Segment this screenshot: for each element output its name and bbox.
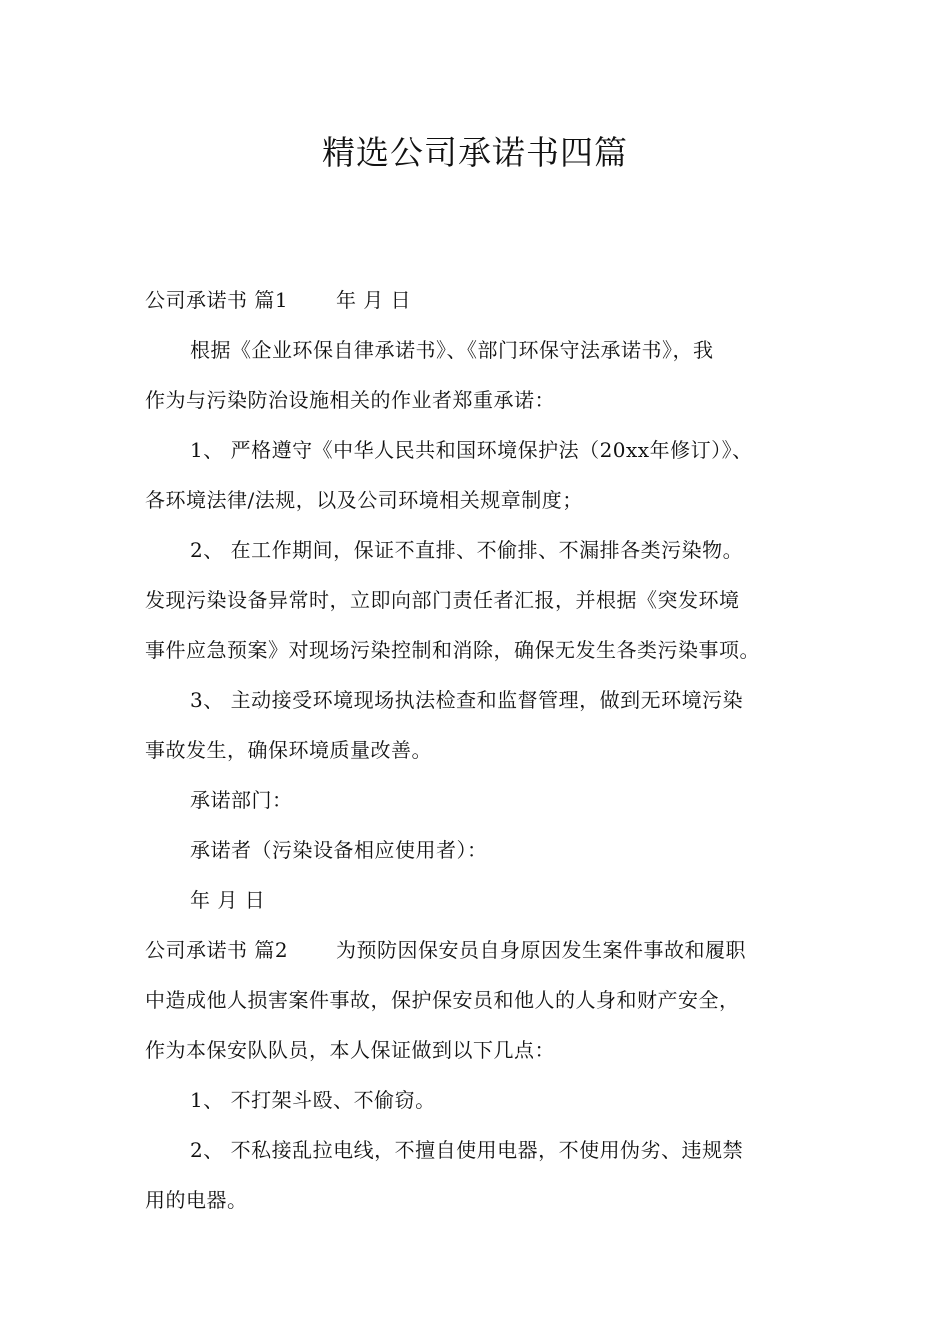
list-item-line: 事件应急预案》对现场污染控制和消除，确保无发生各类污染事项。 <box>145 638 760 662</box>
section-2-heading: 公司承诺书 篇2 为预防因保安员自身原因发生案件事故和履职 <box>145 938 746 962</box>
paragraph-line: 根据《企业环保自律承诺书》、《部门环保守法承诺书》，我 <box>190 338 714 362</box>
paragraph-line: 作为与污染防治设施相关的作业者郑重承诺： <box>145 388 555 412</box>
list-item-line: 事故发生，确保环境质量改善。 <box>145 738 432 762</box>
document-title: 精选公司承诺书四篇 <box>322 133 628 172</box>
signature-date: 年 月 日 <box>190 888 266 912</box>
paragraph-line: 作为本保安队队员，本人保证做到以下几点： <box>145 1038 555 1062</box>
list-item-line: 1、 不打架斗殴、不偷窃。 <box>190 1088 436 1112</box>
section-1-heading: 公司承诺书 篇1 年 月 日 <box>145 288 412 312</box>
list-item-line: 1、 严格遵守《中华人民共和国环境保护法（20xx年修订）》、 <box>190 438 753 462</box>
signature-promisor: 承诺者（污染设备相应使用者）： <box>190 838 488 862</box>
signature-department: 承诺部门： <box>190 788 293 812</box>
list-item-line: 3、 主动接受环境现场执法检查和监督管理，做到无环境污染 <box>190 688 744 712</box>
paragraph-line: 中造成他人损害案件事故，保护保安员和他人的人身和财产安全， <box>145 988 740 1012</box>
list-item-line: 用的电器。 <box>145 1188 248 1212</box>
list-item-line: 各环境法律/法规，以及公司环境相关规章制度； <box>145 488 583 512</box>
list-item-line: 2、 在工作期间，保证不直排、不偷排、不漏排各类污染物。 <box>190 538 744 562</box>
list-item-line: 2、 不私接乱拉电线，不擅自使用电器，不使用伪劣、违规禁 <box>190 1138 744 1162</box>
list-item-line: 发现污染设备异常时，立即向部门责任者汇报，并根据《突发环境 <box>145 588 740 612</box>
